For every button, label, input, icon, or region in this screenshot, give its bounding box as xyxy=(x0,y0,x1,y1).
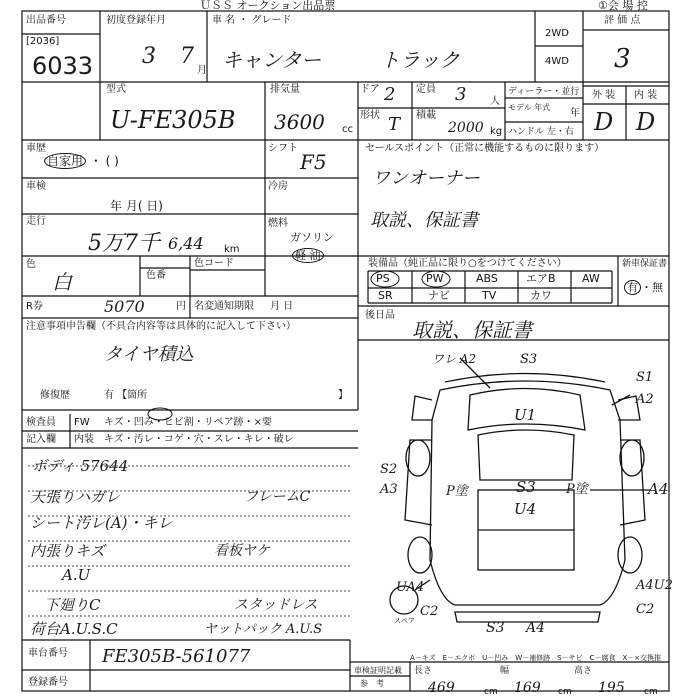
height-label: 高さ xyxy=(574,666,593,676)
mark-rear-1: S3 xyxy=(486,620,505,636)
load-value: 2000 xyxy=(448,120,484,136)
repair-value: 有 【箇所 xyxy=(104,390,148,401)
mark-right-paint: P塗 xyxy=(566,482,588,497)
mark-hood: U1 xyxy=(514,406,537,424)
mark-right-side: A4 xyxy=(648,480,669,498)
drive-2wd: 2WD xyxy=(545,28,569,39)
selling-point-1: ワンオーナー xyxy=(372,168,480,189)
tax-format: 月 日 xyxy=(270,301,294,312)
shape-label: 形状 xyxy=(360,110,380,121)
month-unit: 月 xyxy=(197,65,207,76)
fuel-gasoline: ガソリン xyxy=(290,231,334,244)
length-unit: cm xyxy=(484,687,498,697)
equip-abs: ABS xyxy=(476,272,498,285)
capacity-unit: 人 xyxy=(490,96,500,107)
mileage-label: 走行 xyxy=(26,216,46,227)
selling-point-label: セールスポイント（正常に機能するものに限ります） xyxy=(365,143,605,154)
height-value: 195 xyxy=(598,680,625,696)
interior-legend: キズ・汚レ・コゲ・穴・スレ・キレ・破レ xyxy=(104,434,294,445)
inspector-note-3: シート汚レ(A)・キレ xyxy=(30,514,173,532)
recycle-value: 5070 xyxy=(104,297,145,316)
chassis-number: FE305B-561077 xyxy=(102,646,251,667)
exterior-label: 外 装 xyxy=(592,90,616,101)
interior-grade: D xyxy=(636,108,656,136)
mark-left-door-1: S2 xyxy=(380,462,398,477)
reg-year: 3 xyxy=(142,44,156,69)
length-label: 長さ xyxy=(414,666,433,676)
equip-leather: カワ xyxy=(530,289,552,302)
capacity-value: 3 xyxy=(455,84,467,105)
reg-no-label: 登録番号 xyxy=(28,677,68,688)
inspector-note-7: 荷台A.U.S.C xyxy=(30,620,118,638)
mark-front-left: ワレ A2 xyxy=(432,352,477,366)
mark-left-door-2: A3 xyxy=(380,482,398,497)
mark-left-paint: P塗 xyxy=(446,484,468,499)
shape-value: T xyxy=(388,114,401,135)
later-items-value: 取説、保証書 xyxy=(412,318,532,342)
inspector-label: 検査員 xyxy=(26,417,56,428)
inspector-note-6: 下廻りC xyxy=(44,596,101,614)
notes-value: タイヤ積込 xyxy=(104,344,194,365)
width-value: 169 xyxy=(514,680,541,696)
repair-label: 修復歴 xyxy=(40,390,70,401)
mark-front-right-1: S1 xyxy=(636,370,654,385)
score-value: 3 xyxy=(614,44,631,74)
load-unit: kg xyxy=(490,126,503,137)
inspector-note-right-3: スタッドレス xyxy=(234,597,318,613)
repair-close: 】 xyxy=(338,390,348,401)
shift-value: F5 xyxy=(300,150,327,174)
mark-front-center: S3 xyxy=(520,352,538,367)
later-items-label: 後日品 xyxy=(365,310,395,321)
inspection-label: 車検 xyxy=(26,181,46,192)
displacement-label: 排気量 xyxy=(270,84,300,95)
yen-unit: 円 xyxy=(176,301,186,312)
equip-airbag: エアB xyxy=(526,272,556,285)
interior-label: 内 装 xyxy=(634,90,658,101)
color-label: 色 xyxy=(26,259,36,270)
chassis-label: 車台番号 xyxy=(28,648,68,659)
mark-bed-2: U4 xyxy=(514,500,537,518)
load-label: 積載 xyxy=(416,110,436,121)
equip-ps: PS xyxy=(376,272,390,285)
color-code-label: 色コード xyxy=(194,258,234,269)
selling-point-2: 取説、保証書 xyxy=(370,210,478,231)
width-unit: cm xyxy=(558,687,572,697)
venue-copy-label: ①会 場 控 xyxy=(598,0,648,12)
height-unit: cm xyxy=(644,687,658,697)
inspector-note-2: 天張りハガレ xyxy=(30,488,121,506)
mark-rear-2: A4 xyxy=(526,620,546,636)
fuel-label: 燃料 xyxy=(268,218,288,229)
warranty-label: 新車保証書 xyxy=(622,259,668,269)
model-year-label: モデル 年式 xyxy=(508,103,551,112)
mark-rear-right-2: C2 xyxy=(636,602,655,617)
inspector-note-5: A.U xyxy=(62,566,91,584)
reg-month: 7 xyxy=(180,44,194,69)
mark-front-right-2: A2 xyxy=(636,392,654,407)
warranty-value: 有 xyxy=(624,280,641,295)
drive-4wd: 4WD xyxy=(545,56,569,67)
mark-rear-left-1: UA4 xyxy=(396,580,425,595)
handle-label: ハンドル 左・右 xyxy=(508,127,574,137)
mileage-unit: km xyxy=(224,244,240,255)
inspector-note-4: 内張りキズ xyxy=(30,542,105,560)
aircon-label: 冷房 xyxy=(268,181,288,192)
tax-label: 名変通知期限 xyxy=(194,301,254,312)
notes-label: 注意事項申告欄（不具合内容等は具体的に記入して下さい） xyxy=(26,321,296,332)
equip-navi: ナビ xyxy=(428,289,450,302)
equipment-label: 装備品（純正品に限り○をつけてください） xyxy=(368,258,567,269)
mark-rear-left-2: C2 xyxy=(420,604,439,619)
fw-legend: キズ・凹み・ヒビ割・リペア跡・×要 xyxy=(104,417,272,428)
model-label: 型式 xyxy=(106,84,126,95)
car-grade: トラック xyxy=(380,48,460,72)
exterior-grade: D xyxy=(594,108,614,136)
inspector-note-right-2: 看板ヤケ xyxy=(214,543,270,559)
mark-rear-right-1: A4U2 xyxy=(636,578,673,593)
dim-label-a: 車検証明記載 xyxy=(354,666,402,675)
mark-bed-1: S3 xyxy=(516,478,536,496)
equip-aw: AW xyxy=(582,272,600,285)
mileage-value: 5万7千 xyxy=(88,231,160,256)
dealer-label: ディーラー・並行 xyxy=(508,87,580,97)
name-grade-label: 車 名 ・ グレード xyxy=(212,15,292,26)
equip-sr: SR xyxy=(378,289,393,302)
lot-no-label: 出品番号 xyxy=(26,15,66,26)
spare-tire-label: スペア xyxy=(394,617,415,625)
inspection-format: 年 月( 日) xyxy=(110,199,163,213)
warranty-rest: ・無 xyxy=(641,281,663,294)
reg-date-label: 初度登録年月 xyxy=(106,15,166,26)
lot-number: 6033 xyxy=(32,52,94,80)
door-value: 2 xyxy=(384,84,396,105)
equip-pw: PW xyxy=(426,272,444,285)
capacity-label: 定員 xyxy=(416,84,436,95)
interior-label-2: 内装 xyxy=(74,434,94,445)
use-value: 自家用 xyxy=(44,153,86,169)
entry-label: 記入欄 xyxy=(26,434,56,445)
displacement-unit: cc xyxy=(342,124,353,135)
form-title: ＵＳＳ オークション出品票 xyxy=(200,0,336,12)
lot-code: [2036] xyxy=(26,36,60,47)
length-value: 469 xyxy=(428,680,455,696)
year-unit: 年 xyxy=(570,108,580,119)
width-label: 幅 xyxy=(500,666,510,676)
fuel-diesel: 軽 油 xyxy=(292,248,324,263)
inspector-note-right-1: フレームC xyxy=(244,489,311,505)
displacement-value: 3600 xyxy=(274,110,325,134)
color-value: 白 xyxy=(52,270,72,294)
door-label: ドア xyxy=(360,84,380,95)
fw-label: FW xyxy=(74,417,90,428)
equip-tv: TV xyxy=(482,289,497,302)
inspector-note-1: ボディ 57644 xyxy=(32,457,129,475)
damage-legend: A－キズ E－エクボ U－凹み W－補修跡 S－サビ C－腐食 X－×交換推 xyxy=(410,654,662,662)
score-label: 評 価 点 xyxy=(604,15,641,26)
color-no-label: 色番 xyxy=(146,270,166,281)
dim-label-b: 参 考 xyxy=(360,679,384,688)
use-rest: ・ ( ) xyxy=(89,154,119,168)
use-label: 車歴 xyxy=(26,143,46,154)
model-value: U-FE305B xyxy=(110,106,236,134)
recycle-label: R券 xyxy=(26,301,43,312)
car-name: キャンター xyxy=(222,48,322,72)
mileage-tail: 6,44 xyxy=(168,234,204,253)
shift-label: シフト xyxy=(268,143,298,154)
inspector-note-right-4: ヤットパック A.U.S xyxy=(204,622,323,637)
